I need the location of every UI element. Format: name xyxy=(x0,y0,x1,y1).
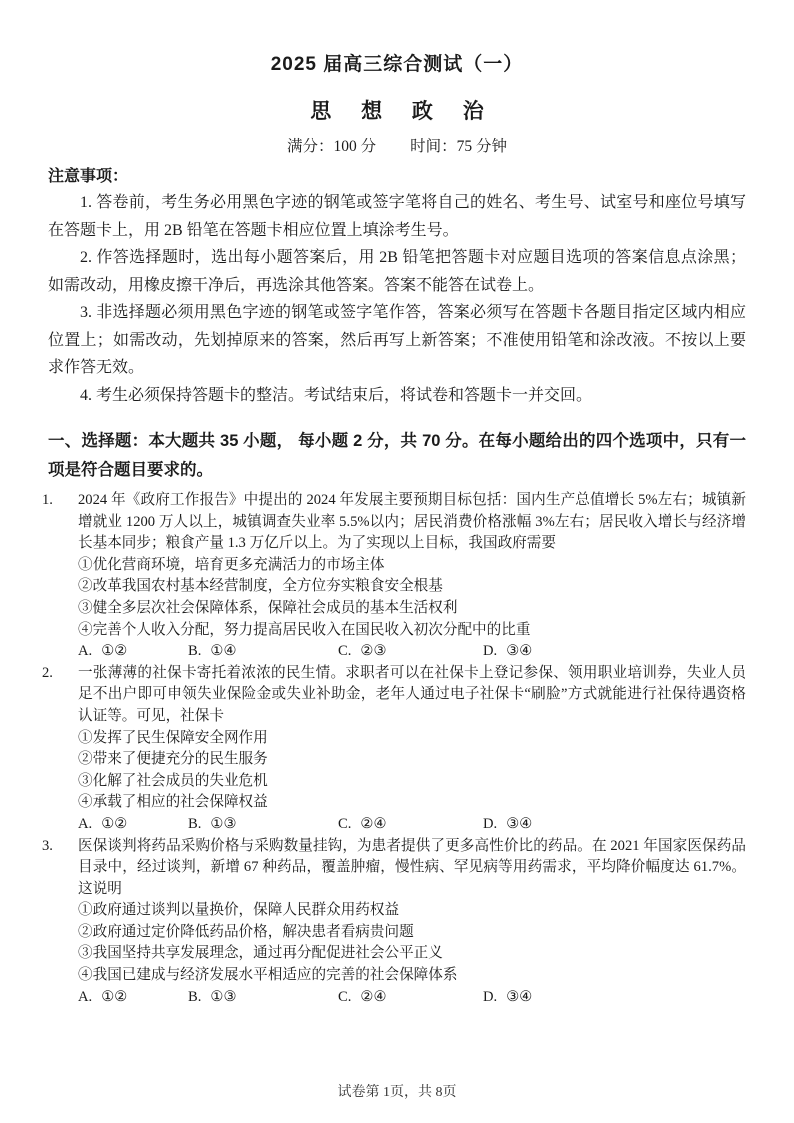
option-letter: D. xyxy=(483,815,498,832)
question-3-statement-2: ②政府通过定价降低药品价格，解决患者看病贵问题 xyxy=(78,923,414,940)
option-letter: B. xyxy=(188,815,202,832)
question-2-option-b xyxy=(188,814,338,836)
option-value: ③④ xyxy=(506,815,533,832)
question-1-option-c xyxy=(338,641,483,663)
notice-item-1: 1. 答卷前，考生务必用黑色字迹的钢笔或签字笔将自己的姓名、考生号、试室号和座位号填写在答题卡上，用 2B 铅笔在答题卡相应位置上填涂考生号。 xyxy=(48,194,746,239)
question-2-options xyxy=(78,814,746,836)
notice-item-4: 4. 考生必须保持答题卡的整洁。考试结束后，将试卷和答题卡一并交回。 xyxy=(80,386,593,404)
option-value: ③④ xyxy=(506,988,533,1005)
question-3-statement-4: ④我国已建成与经济发展水平相适应的完善的社会保障体系 xyxy=(78,967,458,984)
question-1-statement-4: ④完善个人收入分配，努力提高居民收入在国民收入初次分配中的比重 xyxy=(78,621,531,638)
page-footer: 试卷第 1页，共 8页 xyxy=(337,1085,457,1100)
option-letter: D. xyxy=(483,643,498,660)
question-2-statement-3: ③化解了社会成员的失业危机 xyxy=(78,772,268,789)
notices-section xyxy=(48,165,746,409)
option-letter: B. xyxy=(188,643,202,660)
option-letter: D. xyxy=(483,988,498,1005)
full-score-label: 满分：100 分 xyxy=(287,138,377,155)
question-2-stem: 一张薄薄的社保卡寄托着浓浓的民生情。求职者可以在社保卡上登记参保、领用职业培训券，失业人员足不出户即可申领失业保险金或失业补助金，老年人通过电子社保卡“刷脸”方式就能进行社保待遇资格认证等。可见，社保卡 xyxy=(78,664,746,724)
option-letter: A. xyxy=(78,988,93,1005)
question-3 xyxy=(42,836,746,1009)
question-2-number: 2. xyxy=(42,664,53,681)
question-3-statement-3: ③我国坚持共享发展理念，通过再分配促进社会公平正义 xyxy=(78,945,443,962)
question-1-option-b xyxy=(188,641,338,663)
question-1-number: 1. xyxy=(42,492,53,508)
question-3-statement-1: ①政府通过谈判以量换价，保障人民群众用药权益 xyxy=(78,902,400,919)
option-letter: C. xyxy=(338,643,352,660)
option-value: ②④ xyxy=(360,988,387,1005)
option-value: ②④ xyxy=(360,815,387,832)
question-list xyxy=(42,490,746,1008)
question-2-statement-1: ①发挥了民生保障安全网作用 xyxy=(78,729,268,746)
question-2-option-d xyxy=(483,814,532,836)
question-3-option-a xyxy=(78,987,188,1009)
option-value: ①④ xyxy=(210,643,237,660)
exam-title: 2025 届高三综合测试（一） xyxy=(270,54,524,75)
question-1-statement-2: ②改革我国农村基本经营制度，全方位夯实粮食安全根基 xyxy=(78,578,443,595)
section-heading: 一、选择题：本大题共 35 小题， 每小题 2 分，共 70 分。在每小题给出的四个选项中，只有一项是符合题目要求的。 xyxy=(48,432,746,479)
option-value: ①② xyxy=(101,988,128,1005)
question-3-stem: 医保谈判将药品采购价格与采购数量挂钩，为患者提供了更多高性价比的药品。在 2021 年国家医保药品目录中，经过谈判，新增 67 种药品，覆盖肿瘤，慢性病、罕见病等用药需求，平均降价幅度达 61.7%。这说明 xyxy=(78,837,746,897)
question-1-statement-3: ③健全多层次社会保障体系，保障社会成员的基本生活权利 xyxy=(78,599,458,616)
option-value: ①② xyxy=(101,643,128,660)
option-value: ①③ xyxy=(210,815,237,832)
question-3-option-b xyxy=(188,987,338,1009)
option-letter: B. xyxy=(188,988,202,1005)
option-letter: C. xyxy=(338,815,352,832)
question-2-option-a xyxy=(78,814,188,836)
question-2 xyxy=(42,663,746,836)
notice-item-3: 3. 非选择题必须用黑色字迹的钢笔或签字笔作答，答案必须写在答题卡各题目指定区域内相应位置上；如需改动，先划掉原来的答案，然后再写上新答案；不准使用铅笔和涂改液。不按以上要求作答无效。 xyxy=(48,304,746,376)
question-1-option-d xyxy=(483,641,532,663)
question-3-number: 3. xyxy=(42,837,53,854)
option-value: ②③ xyxy=(360,643,387,660)
option-value: ①② xyxy=(101,815,128,832)
question-1-stem: 2024 年《政府工作报告》中提出的 2024 年发展主要预期目标包括：国内生产总值增长 5%左右；城镇新增就业 1200 万人以上，城镇调查失业率 5.5%以内；居民消费价格涨幅 3%左右；居民收入增长与经济增长基本同步；粮食产量 1.3 万亿斤以上。为了实现以上目标，我国政府需要 xyxy=(78,492,746,552)
question-2-statement-4: ④承载了相应的社会保障权益 xyxy=(78,794,268,811)
question-3-options xyxy=(78,987,746,1009)
question-3-option-d xyxy=(483,987,532,1009)
question-2-statement-2: ②带来了便捷充分的民生服务 xyxy=(78,751,268,768)
notice-item-2: 2. 作答选择题时，选出每小题答案后，用 2B 铅笔把答题卡对应题目选项的答案信息点涂黑；如需改动，用橡皮擦干净后，再选涂其他答案。答案不能答在试卷上。 xyxy=(48,249,746,294)
exam-subject: 思 想 政 治 xyxy=(310,100,496,123)
question-1-option-a xyxy=(78,641,188,663)
notices-heading: 注意事项： xyxy=(48,168,129,185)
question-2-option-c xyxy=(338,814,483,836)
option-value: ①③ xyxy=(210,988,237,1005)
question-1-statement-1: ①优化营商环境，培育更多充满活力的市场主体 xyxy=(78,556,385,573)
question-1 xyxy=(42,490,746,663)
question-3-option-c xyxy=(338,987,483,1009)
question-1-options xyxy=(78,641,746,663)
option-value: ③④ xyxy=(506,643,533,660)
duration-label: 时间：75 分钟 xyxy=(410,138,507,155)
option-letter: A. xyxy=(78,643,93,660)
option-letter: A. xyxy=(78,815,93,832)
option-letter: C. xyxy=(338,988,352,1005)
score-time-line xyxy=(48,137,746,157)
